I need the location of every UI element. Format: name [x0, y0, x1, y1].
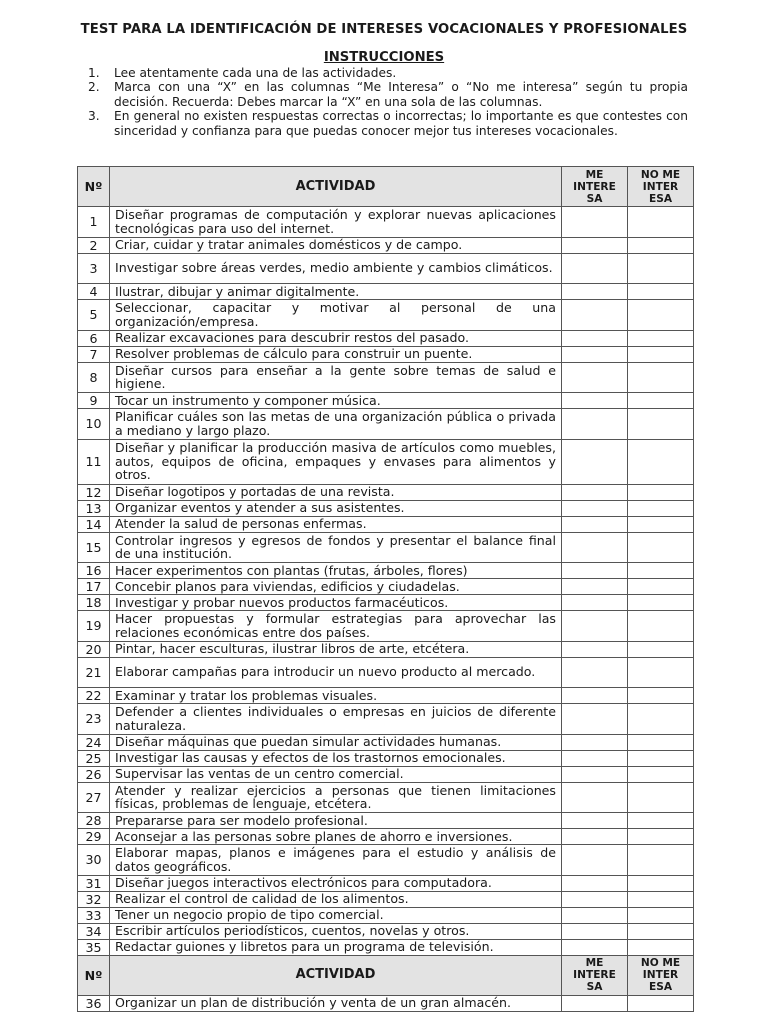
me-interesa-cell[interactable]	[562, 253, 628, 284]
instruction-text: Lee atentamente cada una de las actividades.	[114, 66, 397, 80]
table-row	[78, 923, 694, 939]
table-row	[78, 657, 694, 688]
table-row	[78, 484, 694, 500]
no-me-interesa-cell[interactable]	[628, 657, 694, 688]
activity-number: 26	[78, 766, 110, 782]
me-interesa-cell[interactable]	[562, 750, 628, 766]
instruction-text: Marca con una “X” en las columnas “Me Interesa” o “No me interesa” según tu propia decisión. Recuerda: Debes marcar la “X” en una sola de las columnas.	[114, 80, 688, 109]
me-interesa-cell[interactable]	[562, 829, 628, 845]
activity-number: 20	[78, 641, 110, 657]
activity-description: Aconsejar a las personas sobre planes de ahorro e inversiones.	[110, 829, 562, 845]
instruction-item	[88, 109, 688, 138]
me-interesa-cell[interactable]	[562, 875, 628, 891]
activity-number: 22	[78, 688, 110, 704]
table-row	[78, 907, 694, 923]
activity-description: Concebir planos para viviendas, edificios y ciudadelas.	[110, 579, 562, 595]
me-interesa-cell[interactable]	[562, 393, 628, 409]
activity-number: 2	[78, 237, 110, 253]
activity-number: 35	[78, 939, 110, 955]
activity-description: Defender a clientes individuales o empresas en juicios de diferente naturaleza.	[110, 704, 562, 735]
table-row	[78, 346, 694, 362]
activity-description: Criar, cuidar y tratar animales domésticos y de campo.	[110, 237, 562, 253]
activity-number: 27	[78, 782, 110, 813]
me-interesa-cell[interactable]	[562, 532, 628, 563]
me-interesa-cell[interactable]	[562, 641, 628, 657]
instruction-text: En general no existen respuestas correctas o incorrectas; lo importante es que contestes con sinceridad y confianza para que puedas conocer mejor tus intereses vocacionales.	[114, 109, 688, 138]
activity-description: Realizar el control de calidad de los alimentos.	[110, 891, 562, 907]
activity-description: Escribir artículos periodísticos, cuentos, novelas y otros.	[110, 923, 562, 939]
activity-description: Diseñar logotipos y portadas de una revista.	[110, 484, 562, 500]
me-interesa-cell[interactable]	[562, 516, 628, 532]
activity-number: 17	[78, 579, 110, 595]
no-me-interesa-cell[interactable]	[628, 750, 694, 766]
activities-table	[77, 166, 694, 1012]
activity-description: Realizar excavaciones para descubrir restos del pasado.	[110, 330, 562, 346]
table-row	[78, 237, 694, 253]
me-interesa-cell[interactable]	[562, 563, 628, 579]
column-header-no-me-interesa: NO ME INTER ESA	[628, 167, 694, 207]
no-me-interesa-cell[interactable]	[628, 813, 694, 829]
no-me-interesa-cell[interactable]	[628, 563, 694, 579]
no-me-interesa-cell[interactable]	[628, 253, 694, 284]
me-interesa-cell[interactable]	[562, 657, 628, 688]
table-row	[78, 500, 694, 516]
me-interesa-cell[interactable]	[562, 995, 628, 1011]
activity-number: 15	[78, 532, 110, 563]
activity-description: Atender y realizar ejercicios a personas que tienen limitaciones físicas, problemas de lenguaje, etcétera.	[110, 782, 562, 813]
activity-description: Ilustrar, dibujar y animar digitalmente.	[110, 284, 562, 300]
me-interesa-cell[interactable]	[562, 891, 628, 907]
me-interesa-cell[interactable]	[562, 409, 628, 440]
activity-number: 18	[78, 595, 110, 611]
me-interesa-cell[interactable]	[562, 845, 628, 876]
instruction-item	[88, 66, 688, 80]
table-row	[78, 782, 694, 813]
me-interesa-cell[interactable]	[562, 782, 628, 813]
table-row	[78, 362, 694, 393]
activity-number: 19	[78, 611, 110, 642]
activity-description: Seleccionar, capacitar y motivar al personal de una organización/empresa.	[110, 300, 562, 331]
table-row	[78, 393, 694, 409]
no-me-interesa-cell[interactable]	[628, 611, 694, 642]
no-me-interesa-cell[interactable]	[628, 641, 694, 657]
me-interesa-cell[interactable]	[562, 688, 628, 704]
activity-description: Investigar sobre áreas verdes, medio ambiente y cambios climáticos.	[110, 253, 562, 284]
table-header-row	[78, 955, 694, 995]
table-row	[78, 704, 694, 735]
activity-description: Diseñar máquinas que puedan simular actividades humanas.	[110, 734, 562, 750]
no-me-interesa-cell[interactable]	[628, 500, 694, 516]
instructions-heading: INSTRUCCIONES	[323, 50, 445, 65]
activity-number: 30	[78, 845, 110, 876]
activity-number: 23	[78, 704, 110, 735]
activity-number: 33	[78, 907, 110, 923]
activity-number: 8	[78, 362, 110, 393]
activity-number: 31	[78, 875, 110, 891]
instruction-number: 3.	[88, 109, 100, 124]
column-header-me-interesa: ME INTERE SA	[562, 955, 628, 995]
column-header-activity: ACTIVIDAD	[110, 167, 562, 207]
no-me-interesa-cell[interactable]	[628, 207, 694, 238]
activity-number: 21	[78, 657, 110, 688]
table-row	[78, 516, 694, 532]
activity-number: 7	[78, 346, 110, 362]
table-row	[78, 532, 694, 563]
table-row	[78, 995, 694, 1011]
no-me-interesa-cell[interactable]	[628, 362, 694, 393]
no-me-interesa-cell[interactable]	[628, 923, 694, 939]
table-row	[78, 595, 694, 611]
no-me-interesa-cell[interactable]	[628, 579, 694, 595]
activity-description: Investigar y probar nuevos productos farmacéuticos.	[110, 595, 562, 611]
activity-number: 25	[78, 750, 110, 766]
me-interesa-cell[interactable]	[562, 734, 628, 750]
me-interesa-cell[interactable]	[562, 500, 628, 516]
me-interesa-cell[interactable]	[562, 330, 628, 346]
me-interesa-cell[interactable]	[562, 237, 628, 253]
no-me-interesa-cell[interactable]	[628, 995, 694, 1011]
activity-description: Tener un negocio propio de tipo comercial.	[110, 907, 562, 923]
table-row	[78, 845, 694, 876]
no-me-interesa-cell[interactable]	[628, 237, 694, 253]
activity-description: Pintar, hacer esculturas, ilustrar libros de arte, etcétera.	[110, 641, 562, 657]
column-header-no-me-interesa: NO ME INTER ESA	[628, 955, 694, 995]
table-row	[78, 766, 694, 782]
activities-table-body	[78, 167, 694, 1012]
activity-description: Planificar cuáles son las metas de una organización pública o privada a mediano y largo plazo.	[110, 409, 562, 440]
me-interesa-cell[interactable]	[562, 907, 628, 923]
table-row	[78, 207, 694, 238]
activity-number: 5	[78, 300, 110, 331]
no-me-interesa-cell[interactable]	[628, 393, 694, 409]
activity-number: 13	[78, 500, 110, 516]
no-me-interesa-cell[interactable]	[628, 300, 694, 331]
no-me-interesa-cell[interactable]	[628, 516, 694, 532]
activity-description: Diseñar juegos interactivos electrónicos para computadora.	[110, 875, 562, 891]
table-row	[78, 750, 694, 766]
table-row	[78, 579, 694, 595]
me-interesa-cell[interactable]	[562, 923, 628, 939]
activity-number: 32	[78, 891, 110, 907]
column-header-number: Nº	[78, 167, 110, 207]
activity-number: 29	[78, 829, 110, 845]
me-interesa-cell[interactable]	[562, 207, 628, 238]
me-interesa-cell[interactable]	[562, 766, 628, 782]
document-title: TEST PARA LA IDENTIFICACIÓN DE INTERESES VOCACIONALES Y PROFESIONALES	[80, 22, 688, 37]
no-me-interesa-cell[interactable]	[628, 346, 694, 362]
instructions-list	[88, 66, 688, 138]
table-row	[78, 939, 694, 955]
activity-description: Diseñar programas de computación y explorar nuevas aplicaciones tecnológicas para uso del internet.	[110, 207, 562, 238]
activity-description: Diseñar cursos para enseñar a la gente sobre temas de salud e higiene.	[110, 362, 562, 393]
column-header-activity: ACTIVIDAD	[110, 955, 562, 995]
activity-description: Examinar y tratar los problemas visuales.	[110, 688, 562, 704]
activity-number: 14	[78, 516, 110, 532]
activity-description: Supervisar las ventas de un centro comercial.	[110, 766, 562, 782]
activity-number: 24	[78, 734, 110, 750]
activity-description: Hacer propuestas y formular estrategias para aprovechar las relaciones económicas entre dos países.	[110, 611, 562, 642]
me-interesa-cell[interactable]	[562, 611, 628, 642]
activity-description: Tocar un instrumento y componer música.	[110, 393, 562, 409]
no-me-interesa-cell[interactable]	[628, 939, 694, 955]
no-me-interesa-cell[interactable]	[628, 766, 694, 782]
me-interesa-cell[interactable]	[562, 579, 628, 595]
activity-description: Atender la salud de personas enfermas.	[110, 516, 562, 532]
activity-number: 16	[78, 563, 110, 579]
me-interesa-cell[interactable]	[562, 704, 628, 735]
table-row	[78, 891, 694, 907]
no-me-interesa-cell[interactable]	[628, 845, 694, 876]
activity-description: Organizar un plan de distribución y venta de un gran almacén.	[110, 995, 562, 1011]
me-interesa-cell[interactable]	[562, 362, 628, 393]
no-me-interesa-cell[interactable]	[628, 532, 694, 563]
activity-description: Controlar ingresos y egresos de fondos y presentar el balance final de una institución.	[110, 532, 562, 563]
activity-description: Elaborar mapas, planos e imágenes para el estudio y análisis de datos geográficos.	[110, 845, 562, 876]
instruction-number: 1.	[88, 66, 100, 80]
instruction-item	[88, 80, 688, 109]
table-row	[78, 563, 694, 579]
no-me-interesa-cell[interactable]	[628, 409, 694, 440]
activity-number: 1	[78, 207, 110, 238]
activity-number: 11	[78, 439, 110, 484]
activity-description: Organizar eventos y atender a sus asistentes.	[110, 500, 562, 516]
no-me-interesa-cell[interactable]	[628, 284, 694, 300]
no-me-interesa-cell[interactable]	[628, 829, 694, 845]
table-row	[78, 688, 694, 704]
me-interesa-cell[interactable]	[562, 284, 628, 300]
table-row	[78, 641, 694, 657]
me-interesa-cell[interactable]	[562, 439, 628, 484]
activity-number: 28	[78, 813, 110, 829]
activity-number: 9	[78, 393, 110, 409]
table-row	[78, 330, 694, 346]
activity-description: Resolver problemas de cálculo para construir un puente.	[110, 346, 562, 362]
no-me-interesa-cell[interactable]	[628, 688, 694, 704]
activity-description: Prepararse para ser modelo profesional.	[110, 813, 562, 829]
me-interesa-cell[interactable]	[562, 939, 628, 955]
activity-number: 34	[78, 923, 110, 939]
no-me-interesa-cell[interactable]	[628, 782, 694, 813]
activity-number: 36	[78, 995, 110, 1011]
table-header-row	[78, 167, 694, 207]
table-row	[78, 253, 694, 284]
activity-number: 12	[78, 484, 110, 500]
table-row	[78, 611, 694, 642]
table-row	[78, 829, 694, 845]
no-me-interesa-cell[interactable]	[628, 330, 694, 346]
me-interesa-cell[interactable]	[562, 346, 628, 362]
table-row	[78, 300, 694, 331]
no-me-interesa-cell[interactable]	[628, 595, 694, 611]
table-row	[78, 284, 694, 300]
no-me-interesa-cell[interactable]	[628, 484, 694, 500]
activity-number: 3	[78, 253, 110, 284]
me-interesa-cell[interactable]	[562, 813, 628, 829]
me-interesa-cell[interactable]	[562, 300, 628, 331]
table-row	[78, 813, 694, 829]
activity-description: Hacer experimentos con plantas (frutas, árboles, flores)	[110, 563, 562, 579]
activity-number: 10	[78, 409, 110, 440]
activity-number: 4	[78, 284, 110, 300]
table-row	[78, 409, 694, 440]
activity-description: Diseñar y planificar la producción masiva de artículos como muebles, autos, equipos de oficina, empaques y envases para alimentos y otros.	[110, 439, 562, 484]
activity-description: Investigar las causas y efectos de los trastornos emocionales.	[110, 750, 562, 766]
no-me-interesa-cell[interactable]	[628, 907, 694, 923]
table-row	[78, 734, 694, 750]
no-me-interesa-cell[interactable]	[628, 734, 694, 750]
activity-number: 6	[78, 330, 110, 346]
no-me-interesa-cell[interactable]	[628, 891, 694, 907]
activity-description: Elaborar campañas para introducir un nuevo producto al mercado.	[110, 657, 562, 688]
activity-description: Redactar guiones y libretos para un programa de televisión.	[110, 939, 562, 955]
column-header-number: Nº	[78, 955, 110, 995]
instruction-number: 2.	[88, 80, 100, 95]
table-row	[78, 439, 694, 484]
me-interesa-cell[interactable]	[562, 595, 628, 611]
column-header-me-interesa: ME INTERE SA	[562, 167, 628, 207]
no-me-interesa-cell[interactable]	[628, 704, 694, 735]
no-me-interesa-cell[interactable]	[628, 875, 694, 891]
no-me-interesa-cell[interactable]	[628, 439, 694, 484]
me-interesa-cell[interactable]	[562, 484, 628, 500]
table-row	[78, 875, 694, 891]
